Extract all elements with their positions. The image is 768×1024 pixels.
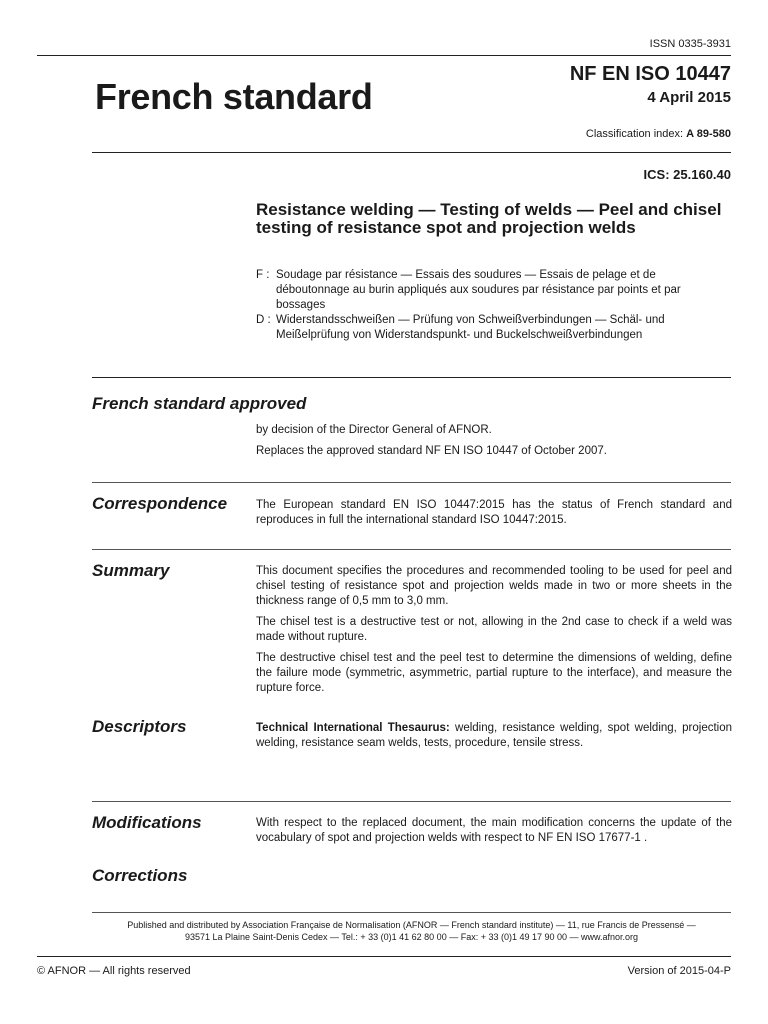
publisher-info	[92, 919, 731, 943]
header-rule	[37, 55, 731, 56]
translation-german	[256, 313, 726, 343]
translation-text: Widerstandsschweißen — Prüfung von Schweißverbindungen — Schäl- und Meißelprüfung von Widerstandspunkt- und Buckelschweißverbindungen	[276, 314, 665, 341]
document-title: Resistance welding — Testing of welds — Peel and chisel testing of resistance spot and projection welds	[256, 200, 722, 237]
approved-body	[256, 423, 732, 465]
standard-number: NF EN ISO 10447	[569, 63, 731, 85]
modifications-heading: Modifications	[92, 813, 202, 832]
section-rule	[92, 801, 731, 802]
footer-rule	[92, 912, 731, 913]
section-rule	[92, 549, 731, 550]
copyright-notice: © AFNOR — All rights reserved	[37, 965, 191, 977]
language-tag: D :	[256, 314, 271, 326]
summary-paragraph: The chisel test is a destructive test or not, allowing in the 2nd case to check if a weld was made without rupture.	[256, 616, 732, 643]
summary-body	[256, 564, 732, 702]
header-bottom-rule	[92, 152, 731, 153]
approved-heading: French standard approved	[92, 394, 307, 413]
descriptors-body	[256, 721, 732, 757]
footer-bottom-rule	[37, 956, 731, 957]
classification-value: A 89-580	[686, 128, 731, 140]
thesaurus-label: Technical International Thesaurus:	[256, 722, 450, 734]
descriptors-heading: Descriptors	[92, 717, 187, 736]
descriptors-text	[256, 721, 732, 751]
summary-paragraph: This document specifies the procedures and recommended tooling to be used for peel and chisel testing of resistance spot and projection welds made in two or more sheets in the thickness range of 0,5 mm to 3,0 mm.	[256, 565, 732, 607]
language-tag: F :	[256, 269, 270, 281]
publisher-line: Published and distributed by Association Française de Normalisation (AFNOR — French standard institute) — 11, rue Francis de Pressensé —	[127, 920, 696, 930]
classification-label: Classification index:	[585, 128, 684, 140]
summary-heading: Summary	[92, 561, 170, 580]
page-title: French standard	[95, 76, 373, 117]
issn-number: ISSN 0335-3931	[649, 38, 731, 50]
correspondence-body	[256, 498, 732, 534]
version-label: Version of 2015-04-P	[627, 965, 731, 977]
classification-index	[586, 128, 731, 140]
section-rule	[92, 482, 731, 483]
translation-french	[256, 268, 726, 313]
summary-paragraph: The destructive chisel test and the peel test to determine the dimensions of welding, define the failure mode (symmetric, asymmetric, partial rupture to the interface), and measure the rupture force.	[256, 652, 732, 694]
modifications-text: With respect to the replaced document, the main modification concerns the update of the vocabulary of spot and projection welds with respect to NF EN ISO 17677-1 .	[256, 817, 732, 844]
standard-date: 4 April 2015	[647, 89, 731, 106]
corrections-heading: Corrections	[92, 866, 188, 885]
section-rule	[92, 377, 731, 378]
translation-text: Soudage par résistance — Essais des soudures — Essais de pelage et de déboutonnage au burin appliqués aux soudures par résistance par points et par bossages	[276, 269, 681, 311]
correspondence-heading: Correspondence	[92, 494, 228, 513]
modifications-body	[256, 816, 732, 852]
correspondence-text: The European standard EN ISO 10447:2015 has the status of French standard and reproduces in full the international standard ISO 10447:2015.	[256, 499, 732, 526]
approved-text: by decision of the Director General of AFNOR.	[256, 424, 492, 436]
descriptors-list: welding, resistance welding, spot welding, projection welding, resistance seam welds, tests, procedure, tensile stress.	[256, 722, 733, 749]
ics-code: ICS: 25.160.40	[643, 167, 731, 182]
replaces-text: Replaces the approved standard NF EN ISO 10447 of October 2007.	[256, 445, 607, 457]
publisher-line: 93571 La Plaine Saint-Denis Cedex — Tel.: + 33 (0)1 41 62 80 00 — Fax: + 33 (0)1 49 17 90 00 — www.afnor.org	[184, 932, 639, 942]
